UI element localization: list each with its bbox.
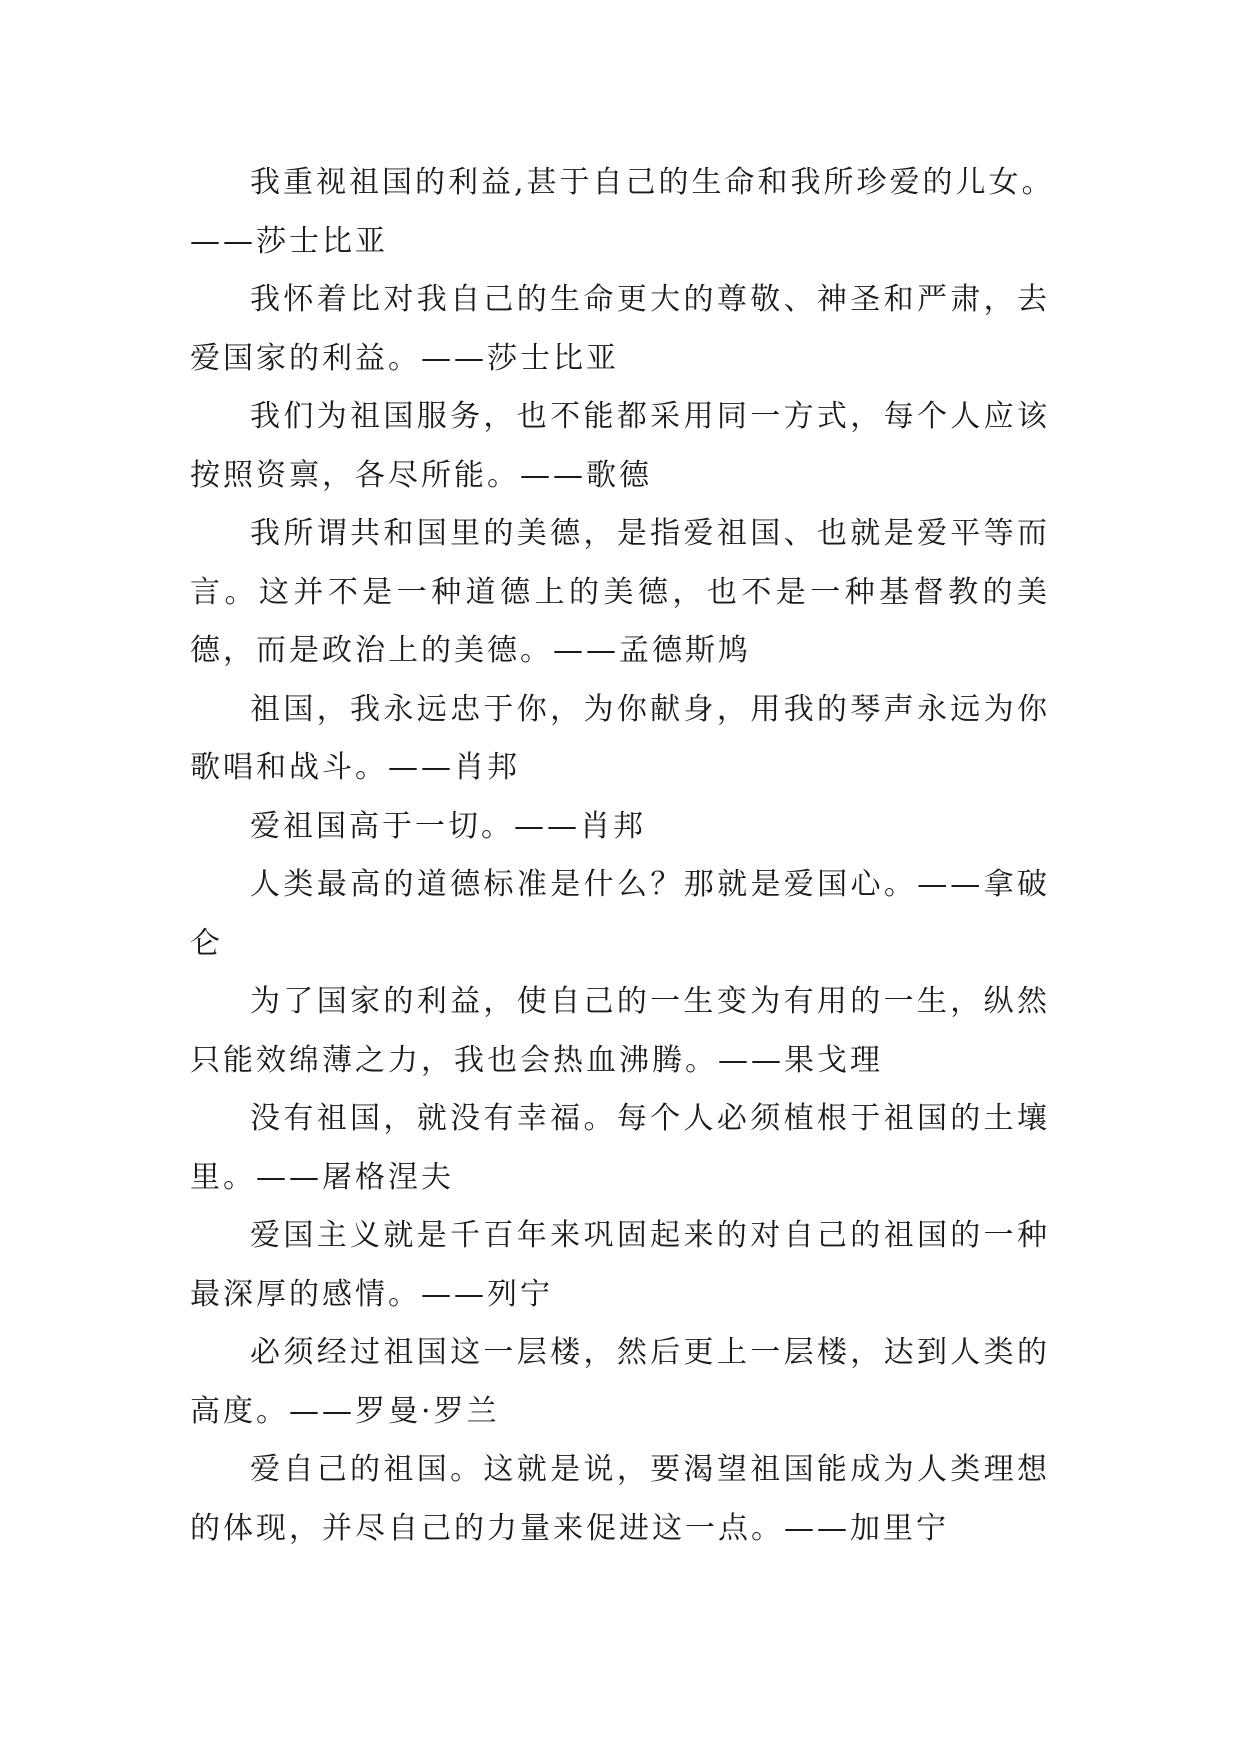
quote-attribution: ——莎士比亚	[190, 223, 388, 259]
quote-paragraph: 爱国主义就是千百年来巩固起来的对自己的祖国的一种最深厚的感情。——列宁	[190, 1218, 1050, 1312]
quote-paragraph: 必须经过祖国这一层楼，然后更上一层楼，达到人类的高度。——罗曼·罗兰	[190, 1335, 1050, 1429]
quote-paragraph: 我所谓共和国里的美德，是指爱祖国、也就是爱平等而言。这并不是一种道德上的美德，也不是一种基督教的美德，而是政治上的美德。——孟德斯鸠	[190, 516, 1050, 668]
quote-paragraph: 人类最高的道德标准是什么？那就是爱国心。——拿破仑	[190, 867, 1050, 961]
quotes-body	[190, 154, 1055, 1558]
quote-paragraph: 我怀着比对我自己的生命更大的尊敬、神圣和严肃，去爱国家的利益。——莎士比亚	[190, 282, 1050, 376]
quote-paragraph: 我们为祖国服务，也不能都采用同一方式，每个人应该按照资禀，各尽所能。——歌德	[190, 399, 1050, 493]
quote-paragraph: 为了国家的利益，使自己的一生变为有用的一生，纵然只能效绵薄之力，我也会热血沸腾。——果戈理	[190, 984, 1050, 1078]
quote-paragraph: 我重视祖国的利益,甚于自己的生命和我所珍爱的儿女。	[250, 165, 1055, 200]
quote-paragraph: 爱祖国高于一切。——肖邦	[250, 808, 646, 844]
quote-paragraph: 没有祖国，就没有幸福。每个人必须植根于祖国的土壤里。——屠格涅夫	[190, 1101, 1050, 1195]
quote-paragraph: 爱自己的祖国。这就是说，要渴望祖国能成为人类理想的体现，并尽自己的力量来促进这一点。——加里宁	[190, 1452, 1050, 1546]
quote-paragraph: 祖国，我永远忠于你，为你献身，用我的琴声永远为你歌唱和战斗。——肖邦	[190, 691, 1050, 785]
